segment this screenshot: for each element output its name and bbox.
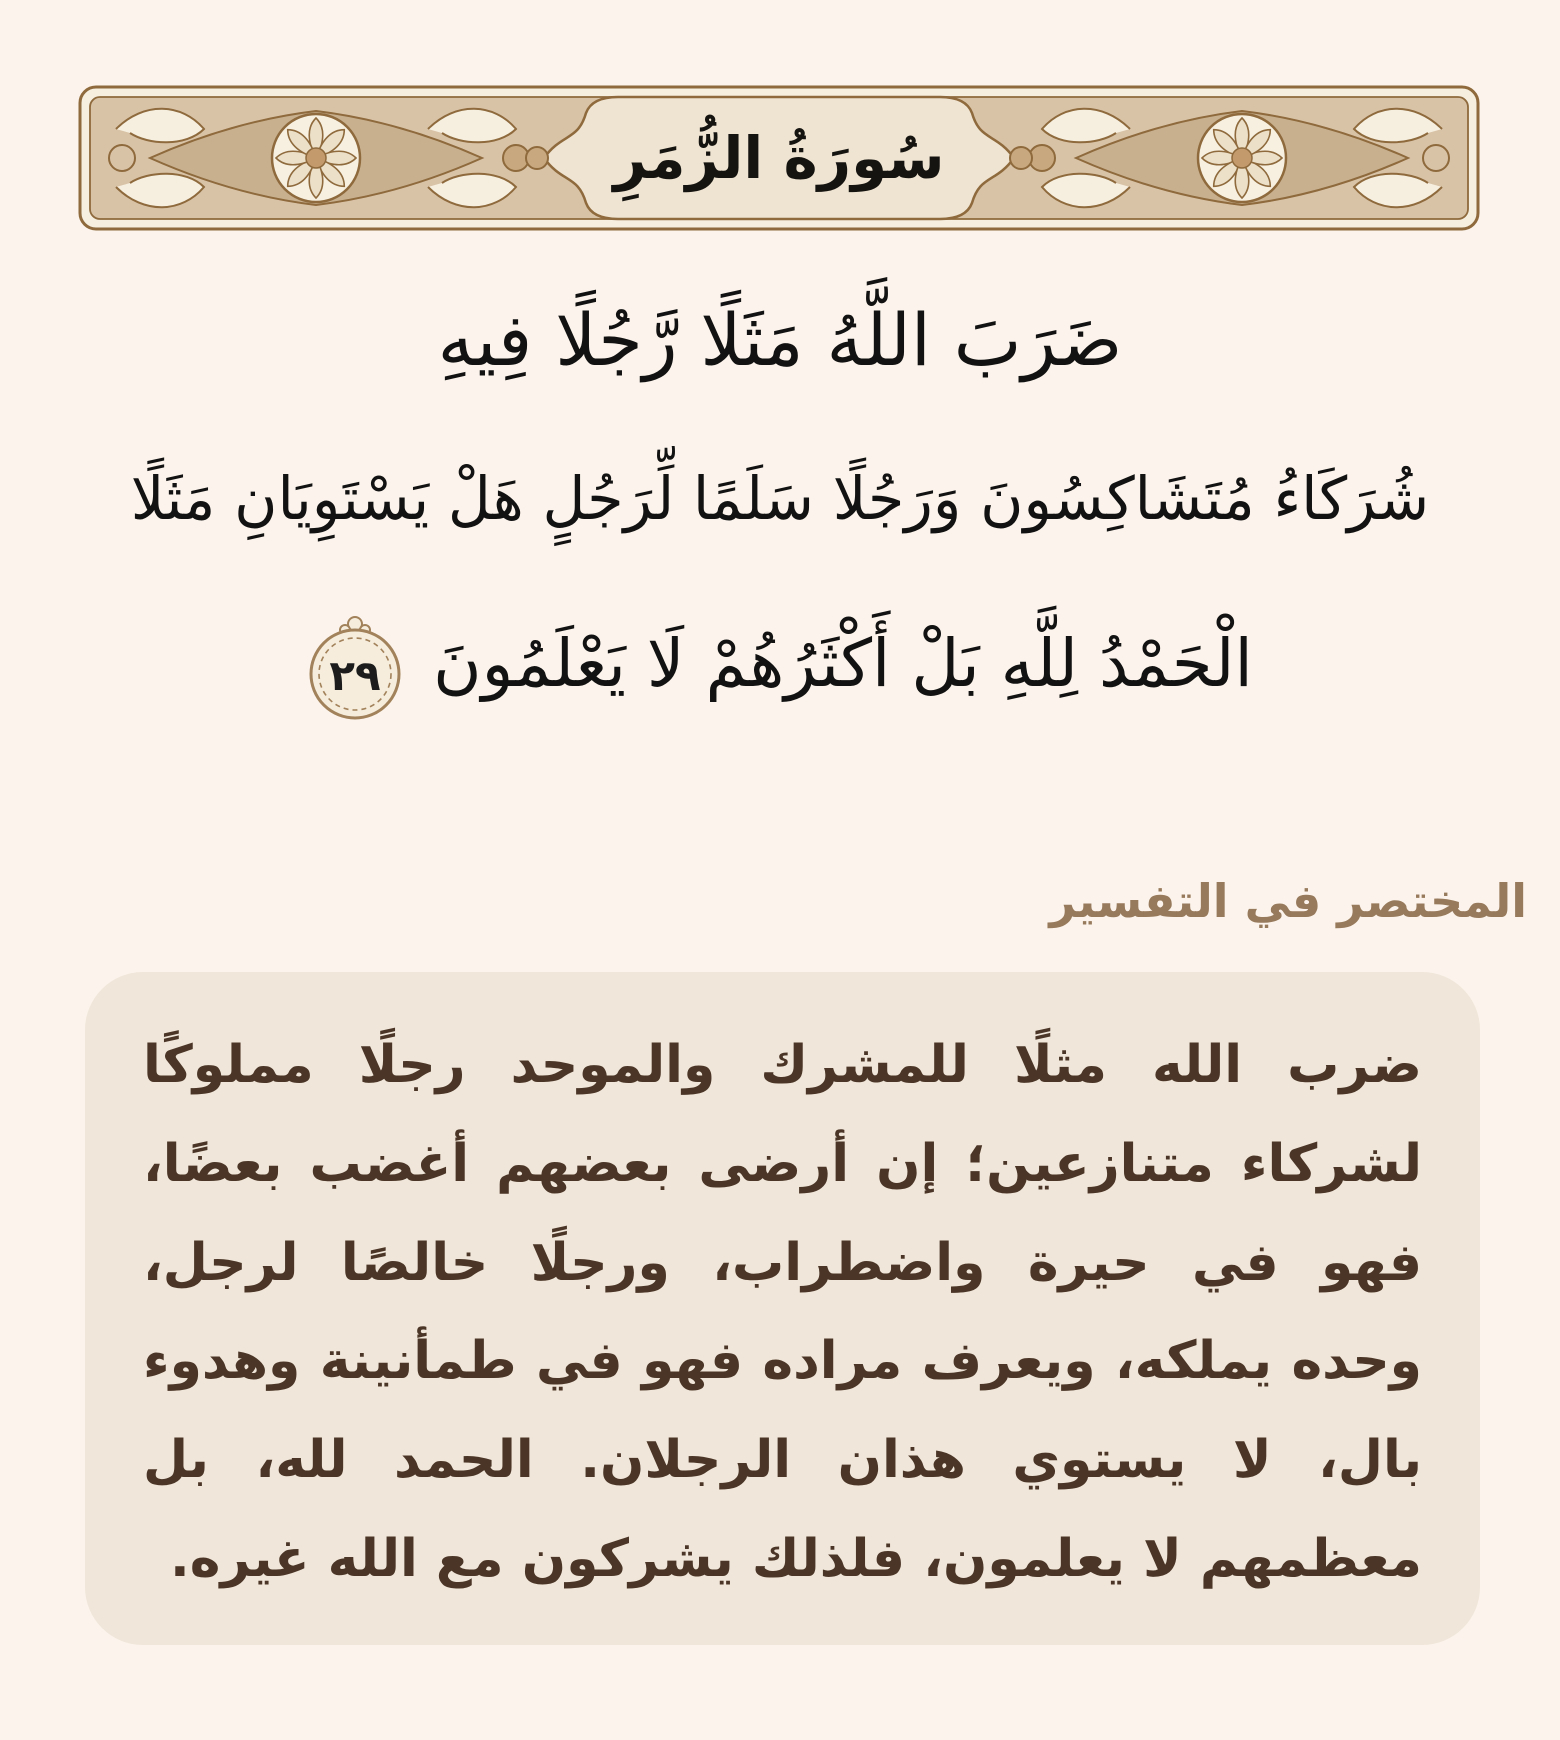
tafsir-source-label: المختصر في التفسير <box>1049 874 1527 928</box>
ayah-number: ٢٩ <box>329 651 381 700</box>
ayah-line-text: الْحَمْدُ لِلَّهِ بَلْ أَكْثَرُهُمْ لَا يَعْلَمُونَ <box>433 625 1253 702</box>
ayah-line <box>0 580 1560 748</box>
ayah-line: ضَرَبَ اللَّهُ مَثَلًا رَّجُلًا فِيهِ <box>437 298 1123 382</box>
tafsir-text: ضرب الله مثلًا للمشرك والموحد رجلًا مملوكًا لشركاء متنازعين؛ إن أرضى بعضهم أغضب بعضًا، فهو في حيرة واضطراب، ورجلًا خالصًا لرجل، وحده يملكه، ويعرف مراده فهو في طمأنينة وهدوء بال، لا يستوي هذان الرجلان. الحمد لله، بل معظمهم لا يعلمون، فلذلك يشركون مع الله غيره. <box>143 1035 1422 1589</box>
surah-title-banner <box>78 85 1480 231</box>
tafsir-card <box>85 972 1480 1645</box>
ayah-line: شُرَكَاءُ مُتَشَاكِسُونَ وَرَجُلًا سَلَمًا لِّرَجُلٍ هَلْ يَسْتَوِيَانِ مَثَلًا <box>130 464 1430 533</box>
ayah-number-medallion-icon <box>307 606 403 722</box>
ayah-text-block <box>0 262 1560 748</box>
surah-title: سُورَةُ الزُّمَرِ <box>613 124 945 192</box>
